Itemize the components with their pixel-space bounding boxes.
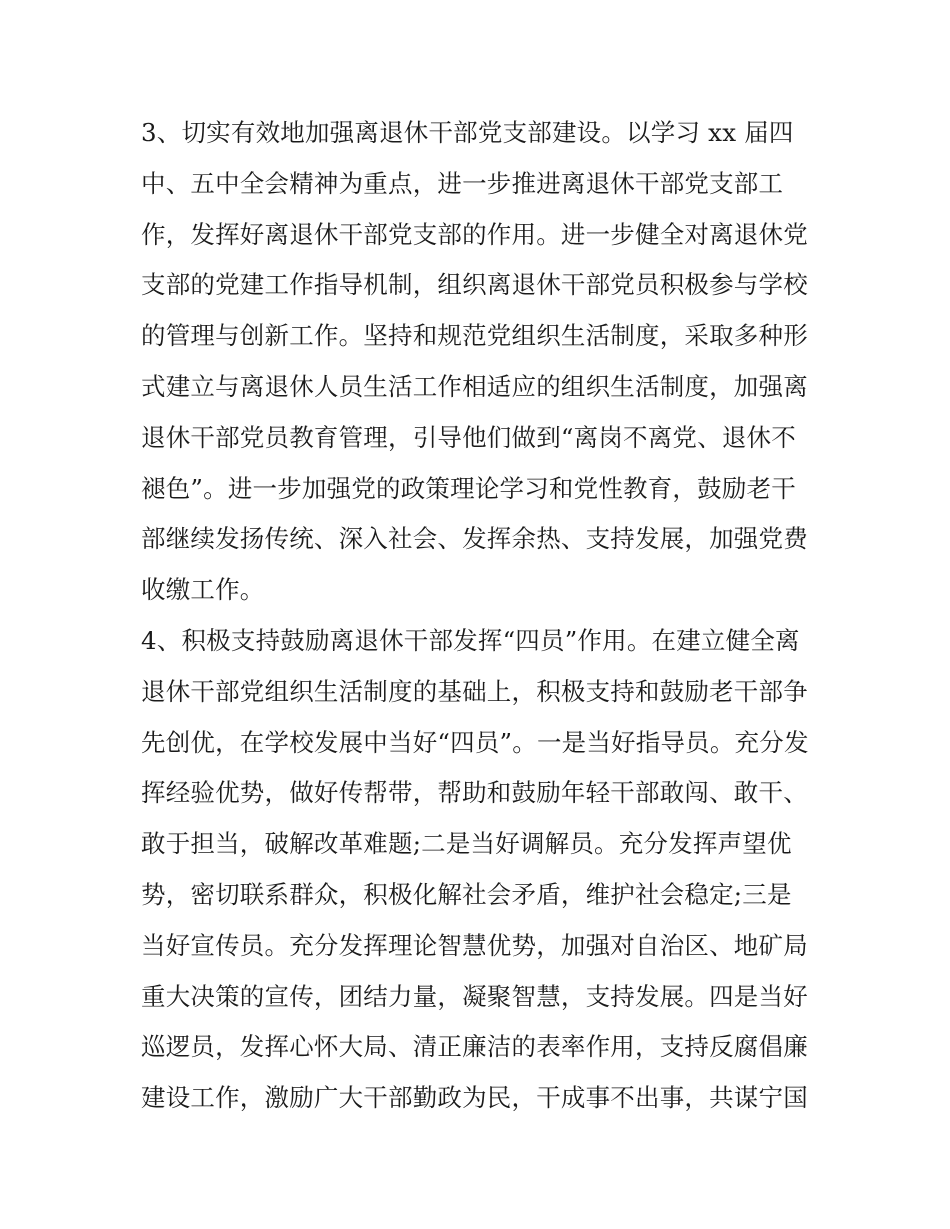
text-line: 先创优，在学校发展中当好“四员”。一是当好指导员。充分发 bbox=[141, 727, 809, 757]
text-line: 收缴工作。 bbox=[141, 575, 265, 605]
text-line: 的管理与创新工作。坚持和规范党组织生活制度，采取多种形 bbox=[141, 321, 808, 351]
body-text bbox=[141, 108, 813, 1124]
text-line: 支部的党建工作指导机制，组织离退休干部党员积极参与学校 bbox=[141, 270, 808, 300]
text-line: 式建立与离退休人员生活工作相适应的组织生活制度，加强离 bbox=[141, 371, 808, 401]
text-line: 巡逻员，发挥心怀大局、清正廉洁的表率作用，支持反腐倡廉 bbox=[141, 1032, 808, 1062]
text-line: 中、五中全会精神为重点，进一步推进离退休干部党支部工 bbox=[141, 168, 784, 198]
text-line: 势，密切联系群众，积极化解社会矛盾，维护社会稳定;三是 bbox=[141, 879, 792, 909]
text-line: 退休干部党组织生活制度的基础上，积极支持和鼓励老干部争 bbox=[141, 676, 808, 706]
text-line: 退休干部党员教育管理，引导他们做到“离岗不离党、退休不 bbox=[141, 422, 796, 452]
text-line: 当好宣传员。充分发挥理论智慧优势，加强对自治区、地矿局 bbox=[141, 930, 808, 960]
text-line: 部继续发扬传统、深入社会、发挥余热、支持发展，加强党费 bbox=[141, 524, 808, 554]
paragraph-3 bbox=[141, 108, 813, 616]
paragraph-4 bbox=[141, 616, 813, 1124]
text-line: 建设工作，激励广大干部勤政为民，干成事不出事，共谋宁国 bbox=[141, 1083, 808, 1113]
text-line: 3、切实有效地加强离退休干部党支部建设。以学习 xx 届四 bbox=[141, 118, 794, 147]
text-line: 重大决策的宣传，团结力量，凝聚智慧，支持发展。四是当好 bbox=[141, 981, 808, 1011]
text-line: 敢于担当，破解改革难题;二是当好调解员。充分发挥声望优 bbox=[141, 829, 792, 859]
text-line: 作，发挥好离退休干部党支部的作用。进一步健全对离退休党 bbox=[141, 219, 808, 249]
text-line: 4、积极支持鼓励离退休干部发挥“四员”作用。在建立健全离 bbox=[141, 625, 800, 655]
text-line: 褪色”。进一步加强党的政策理论学习和党性教育，鼓励老干 bbox=[141, 473, 796, 503]
text-line: 挥经验优势，做好传帮带，帮助和鼓励年轻干部敢闯、敢干、 bbox=[141, 778, 808, 808]
